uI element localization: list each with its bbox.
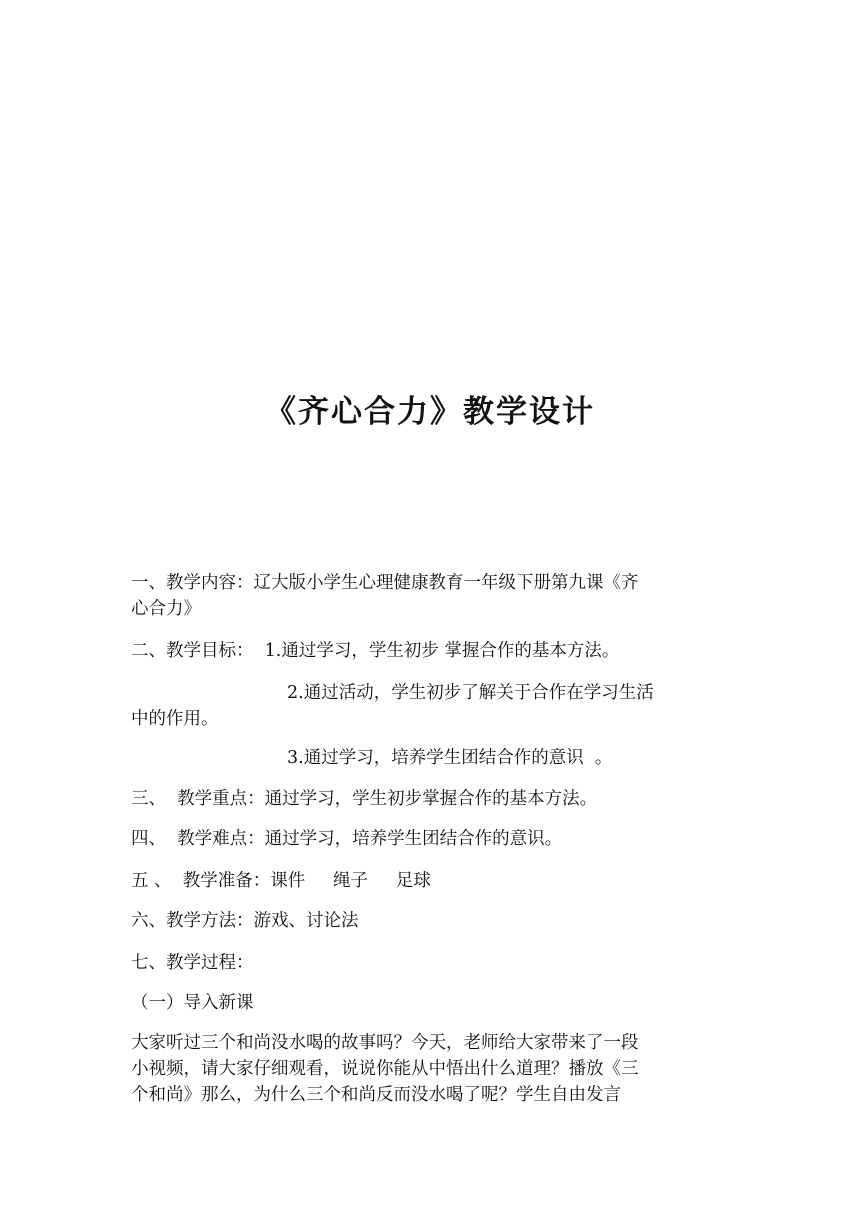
process-line: 七、教学过程： <box>131 953 254 973</box>
goal-2-line-1: 2.通过活动，学生初步了解关于合作在学习生活 <box>287 683 654 703</box>
section-1-heading: （一）导入新课 <box>131 993 254 1013</box>
goals-line: 二、教学目标： 1.通过学习，学生初步 掌握合作的基本方法。 <box>131 641 620 661</box>
goal-3-line: 3.通过学习，培养学生团结合作的意识 。 <box>287 748 613 768</box>
content-line-1: 一、教学内容：辽大版小学生心理健康教育一年级下册第九课《齐 <box>131 573 639 593</box>
paragraph-line-1: 大家听过三个和尚没水喝的故事吗？今天，老师给大家带来了一段 <box>131 1033 639 1053</box>
paragraph-line-2: 小视频，请大家仔细观看，说说你能从中悟出什么道理？播放《三 <box>131 1059 639 1079</box>
paragraph-line-3: 个和尚》那么，为什么三个和尚反而没水喝了呢？学生自由发言 <box>131 1085 621 1105</box>
key-point-line: 三、 教学重点：通过学习，学生初步掌握合作的基本方法。 <box>131 789 598 809</box>
content-line-2: 心合力》 <box>131 599 201 619</box>
method-line: 六、教学方法：游戏、讨论法 <box>131 911 359 931</box>
preparation-line: 五 、 教学准备：课件 绳子 足球 <box>131 871 431 891</box>
document-title: 《齐心合力》教学设计 <box>265 394 595 430</box>
difficulty-line: 四、 教学难点：通过学习，培养学生团结合作的意识。 <box>131 829 563 849</box>
goal-2-line-2: 中的作用。 <box>131 709 219 729</box>
